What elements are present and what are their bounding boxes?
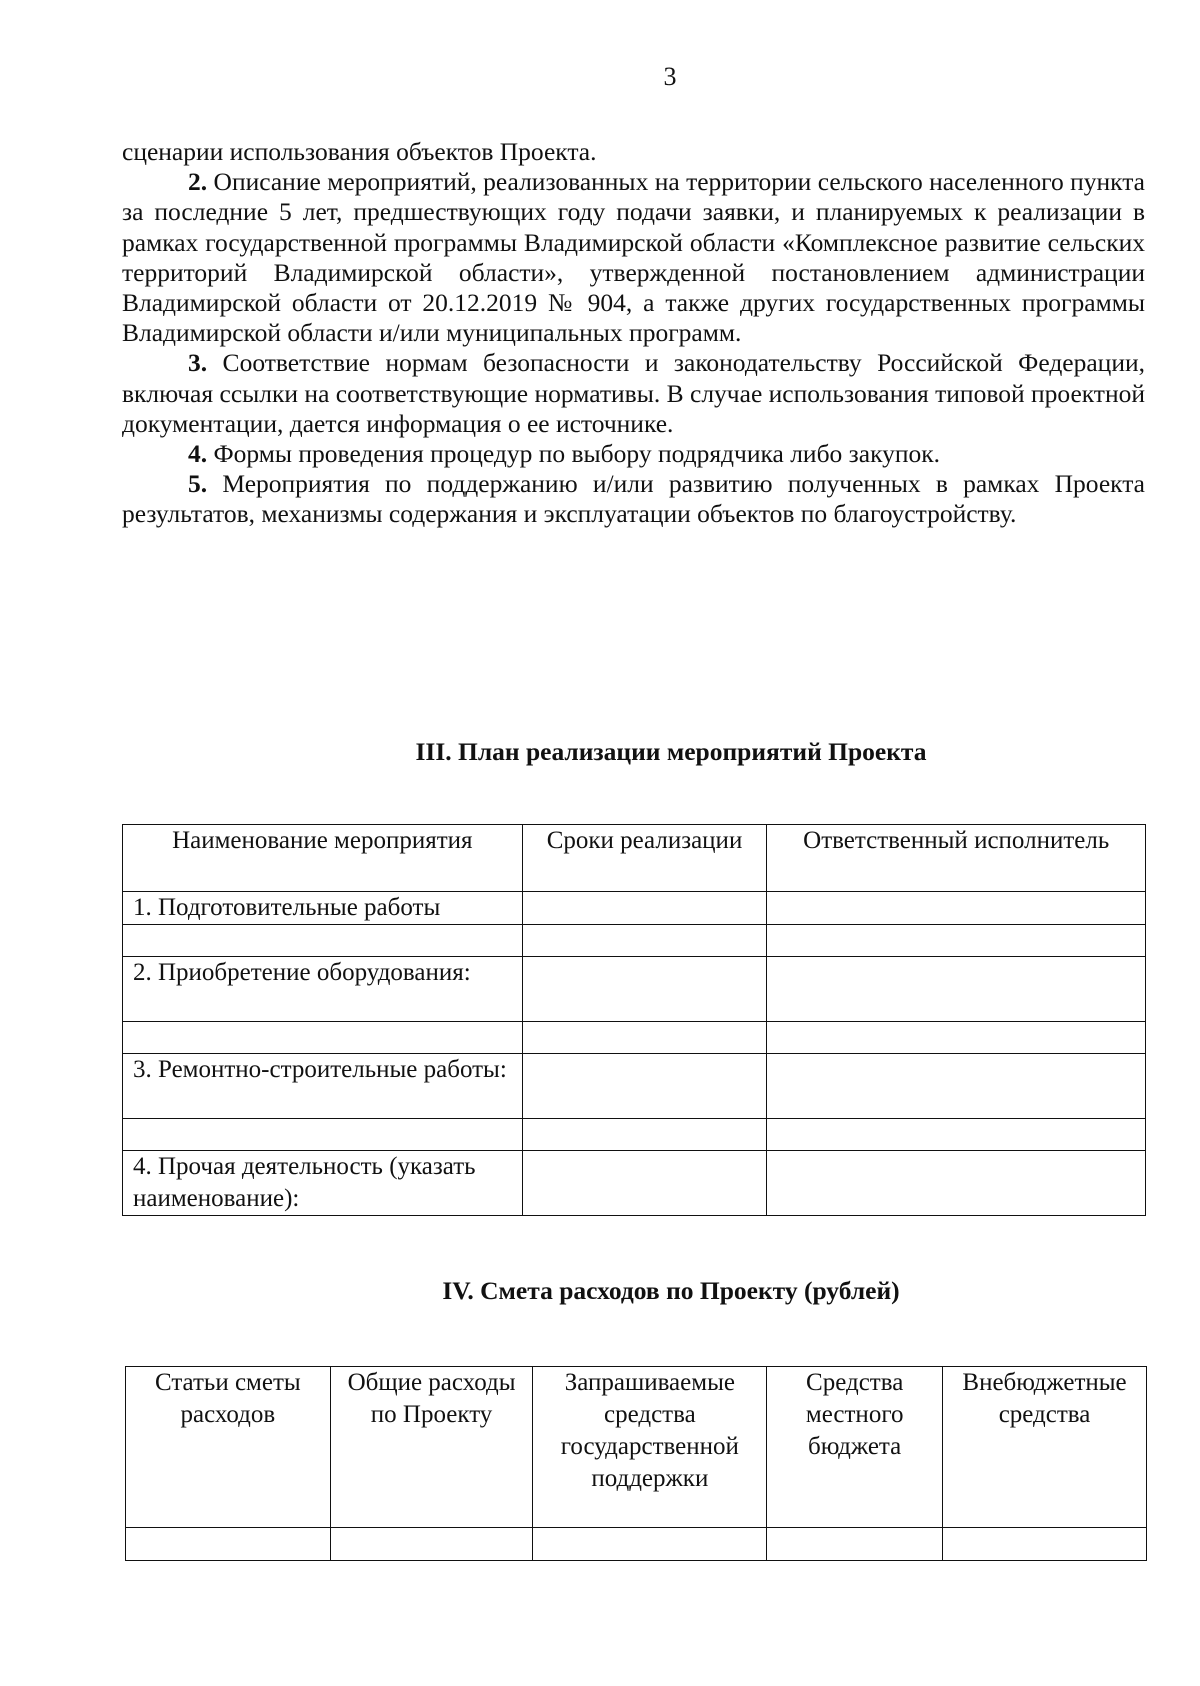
plan-row-timeline-cell <box>522 957 767 1022</box>
budget-cell <box>943 1528 1147 1561</box>
budget-header-state-support: Запрашиваемые средства государственной поддержки <box>533 1367 767 1528</box>
plan-row-timeline-cell <box>522 925 767 957</box>
plan-row-label: 1. Подготовительные работы <box>123 892 523 925</box>
paragraph-1: сценарии использования объектов Проекта. <box>122 137 597 166</box>
plan-row-label <box>123 1119 523 1151</box>
paragraph-3 <box>122 348 1145 439</box>
plan-row-label: 3. Ремонтно-строительные работы: <box>123 1054 523 1119</box>
budget-cell <box>767 1528 943 1561</box>
plan-row-responsible-cell <box>767 957 1146 1022</box>
section-3-title: III. План реализации мероприятий Проекта <box>415 737 927 766</box>
table-row <box>123 1054 1146 1119</box>
plan-row-label <box>123 1022 523 1054</box>
plan-header-timeline: Сроки реализации <box>522 825 767 892</box>
plan-row-label: 2. Приобретение оборудования: <box>123 957 523 1022</box>
table-row <box>123 957 1146 1022</box>
plan-row-timeline-cell <box>522 1022 767 1054</box>
plan-row-timeline-cell <box>522 1151 767 1216</box>
plan-row-responsible-cell <box>767 1151 1146 1216</box>
plan-row-responsible-cell <box>767 925 1146 957</box>
plan-row-responsible-cell <box>767 1054 1146 1119</box>
paragraph-5-text: Мероприятия по поддержанию и/или развитию полученных в рамках Проекта результатов, механизмы содержания и эксплуатации объектов по благоустройству. <box>122 469 1145 529</box>
plan-header-responsible: Ответственный исполнитель <box>767 825 1146 892</box>
paragraph-3-text: Соответствие нормам безопасности и законодательству Российской Федерации, включая ссылки на соответствующие нормативы. В случае использования типовой проектной документации, дается информация о ее источнике. <box>122 348 1145 438</box>
plan-row-responsible-cell <box>767 892 1146 925</box>
plan-table <box>122 824 1146 1216</box>
budget-table-header-row <box>126 1367 1147 1528</box>
paragraph-4-number: 4. <box>188 439 208 469</box>
paragraph-2-text: Описание мероприятий, реализованных на территории сельского населенного пункта за последние 5 лет, предшествующих году подачи заявки, и планируемых к реализации в рамках государственной программы Владимирской области «Комплексное развитие сельских территорий Владимирской области», утвержденной постановлением администрации Владимирской области от 20.12.2019 № 904, а также других государственных программы Владимирской области и/или муниципальных программ. <box>122 167 1145 348</box>
budget-header-extrabudgetary: Внебюджетные средства <box>943 1367 1147 1528</box>
plan-row-label <box>123 925 523 957</box>
table-row <box>123 1151 1146 1216</box>
budget-header-items: Статьи сметы расходов <box>126 1367 331 1528</box>
paragraph-2-number: 2. <box>188 167 208 197</box>
table-row <box>123 892 1146 925</box>
budget-cell <box>533 1528 767 1561</box>
table-row <box>123 1022 1146 1054</box>
section-4-title: IV. Смета расходов по Проекту (рублей) <box>442 1276 900 1305</box>
table-row <box>123 925 1146 957</box>
table-row <box>123 1119 1146 1151</box>
plan-header-activity: Наименование мероприятия <box>123 825 523 892</box>
document-body <box>122 137 1145 530</box>
budget-table <box>125 1366 1147 1561</box>
paragraph-3-number: 3. <box>188 348 208 378</box>
plan-row-responsible-cell <box>767 1119 1146 1151</box>
plan-row-responsible-cell <box>767 1022 1146 1054</box>
plan-table-header-row <box>123 825 1146 892</box>
plan-row-timeline-cell <box>522 1054 767 1119</box>
budget-header-local-budget: Средства местного бюджета <box>767 1367 943 1528</box>
page-number: 3 <box>663 62 677 91</box>
budget-cell <box>126 1528 331 1561</box>
budget-cell <box>330 1528 533 1561</box>
plan-row-label: 4. Прочая деятельность (указать наименование): <box>123 1151 523 1216</box>
plan-row-timeline-cell <box>522 892 767 925</box>
paragraph-4-text: Формы проведения процедур по выбору подрядчика либо закупок. <box>207 439 941 469</box>
paragraph-2 <box>122 167 1145 348</box>
table-row <box>126 1528 1147 1561</box>
paragraph-5 <box>122 469 1145 529</box>
paragraph-4 <box>122 439 1145 469</box>
paragraph-5-number: 5. <box>188 469 208 499</box>
plan-row-timeline-cell <box>522 1119 767 1151</box>
budget-header-total: Общие расходы по Проекту <box>330 1367 533 1528</box>
